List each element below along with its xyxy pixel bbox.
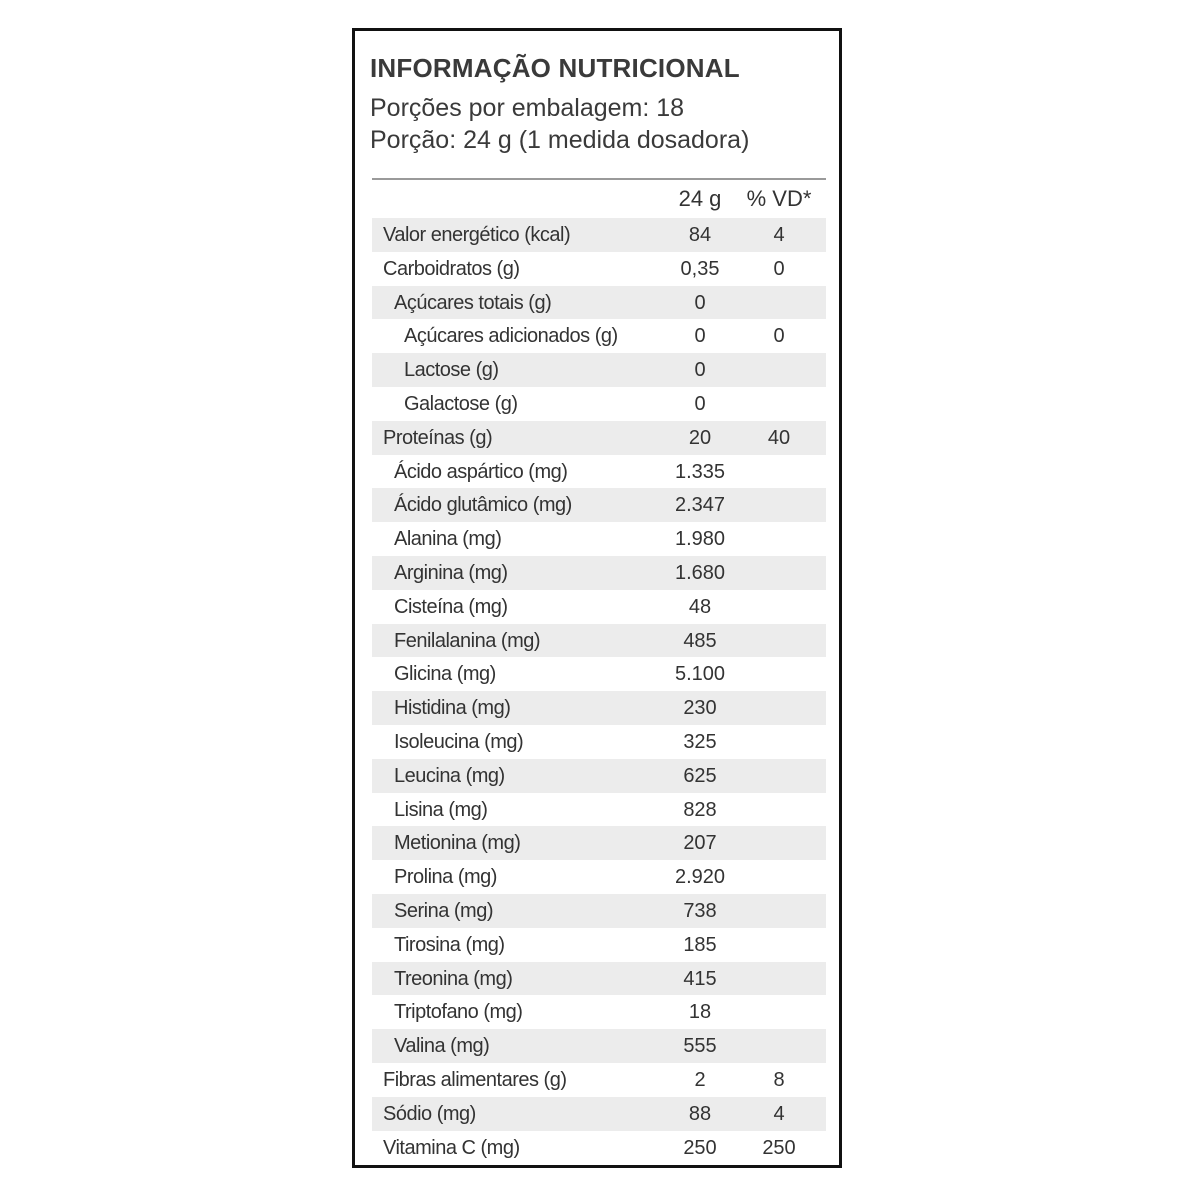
table-row [372, 252, 826, 286]
table-row [372, 353, 826, 387]
table-row [372, 657, 826, 691]
nutrient-amount: 1.680 [674, 561, 726, 584]
table-row [372, 962, 826, 996]
table-row [372, 286, 826, 320]
table-row [372, 860, 826, 894]
column-header-daily-value: % VD* [746, 186, 812, 211]
nutrient-name: Valor energético (kcal) [383, 224, 571, 246]
table-row [372, 995, 826, 1029]
nutrient-name: Cisteína (mg) [394, 595, 508, 618]
nutrient-amount: 250 [683, 1136, 717, 1159]
nutrient-amount: 18 [688, 1001, 712, 1024]
nutrient-name: Galactose (g) [404, 392, 518, 415]
nutrient-amount: 325 [683, 730, 717, 753]
nutrient-amount: 185 [683, 933, 717, 956]
table-row [372, 488, 826, 522]
nutrient-name: Açúcares adicionados (g) [404, 325, 618, 348]
nutrient-amount: 738 [683, 899, 717, 922]
nutrient-amount: 0 [694, 325, 706, 348]
nutrient-name: Açúcares totais (g) [394, 291, 552, 314]
nutrient-amount: 2.347 [674, 494, 726, 517]
table-row [372, 624, 826, 658]
nutrient-name: Leucina (mg) [394, 764, 505, 787]
nutrient-name: Metionina (mg) [394, 832, 521, 855]
nutrient-name: Carboidratos (g) [383, 257, 520, 280]
table-row [372, 1063, 826, 1097]
table-row [372, 455, 826, 489]
table-row [372, 759, 826, 793]
nutrient-amount: 0,35 [680, 257, 720, 280]
table-row [372, 556, 826, 590]
nutrient-amount: 2.920 [674, 866, 726, 889]
nutrient-name: Lisina (mg) [394, 798, 488, 821]
servings-per-package: Porções por embalagem: 18 [370, 94, 685, 122]
table-row [372, 319, 826, 353]
nutrient-amount: 485 [683, 629, 717, 652]
nutrient-amount: 48 [688, 595, 712, 618]
nutrient-table [372, 218, 826, 1164]
nutrient-amount: 0 [694, 392, 706, 415]
nutrient-amount: 828 [683, 798, 717, 821]
nutrient-name: Ácido glutâmico (mg) [394, 494, 572, 517]
nutrient-daily-value: 8 [773, 1068, 785, 1091]
nutrient-name: Arginina (mg) [394, 561, 508, 584]
nutrient-daily-value: 250 [762, 1136, 796, 1159]
nutrient-amount: 207 [683, 832, 717, 855]
nutrient-name: Vitamina C (mg) [383, 1136, 520, 1159]
table-row [372, 522, 826, 556]
header-divider [372, 178, 826, 180]
nutrient-name: Isoleucina (mg) [394, 730, 524, 753]
nutrient-daily-value: 40 [767, 426, 791, 449]
nutrient-name: Triptofano (mg) [394, 1001, 523, 1024]
nutrient-daily-value: 0 [773, 325, 785, 348]
nutrient-amount: 20 [688, 426, 712, 449]
nutrient-amount: 84 [688, 224, 712, 246]
nutrient-amount: 415 [683, 967, 717, 990]
table-row [372, 1097, 826, 1131]
nutrient-name: Sódio (mg) [383, 1102, 476, 1125]
nutrient-daily-value: 0 [773, 257, 785, 280]
table-row [372, 387, 826, 421]
nutrient-amount: 5.100 [674, 663, 726, 686]
nutrient-amount: 88 [688, 1102, 712, 1125]
table-row [372, 218, 826, 252]
nutrient-amount: 555 [683, 1035, 717, 1058]
table-row [372, 894, 826, 928]
nutrient-name: Valina (mg) [394, 1035, 490, 1058]
serving-size: Porção: 24 g (1 medida dosadora) [370, 126, 750, 154]
nutrient-name: Serina (mg) [394, 899, 493, 922]
nutrient-name: Lactose (g) [404, 359, 499, 382]
nutrient-name: Proteínas (g) [383, 426, 493, 449]
table-row [372, 725, 826, 759]
table-row [372, 590, 826, 624]
nutrient-name: Prolina (mg) [394, 866, 497, 889]
table-row [372, 691, 826, 725]
nutrient-name: Alanina (mg) [394, 528, 502, 551]
nutrient-amount: 0 [694, 359, 706, 382]
nutrient-amount: 0 [694, 291, 706, 314]
nutrient-name: Tirosina (mg) [394, 933, 505, 956]
nutrient-name: Fibras alimentares (g) [383, 1068, 567, 1091]
nutrient-name: Fenilalanina (mg) [394, 629, 541, 652]
table-row [372, 1131, 826, 1165]
nutrient-daily-value: 4 [773, 224, 785, 246]
table-row [372, 1029, 826, 1063]
nutrient-name: Glicina (mg) [394, 663, 496, 686]
nutrient-name: Ácido aspártico (mg) [394, 460, 568, 483]
nutrient-amount: 2 [694, 1068, 706, 1091]
label-title: INFORMAÇÃO NUTRICIONAL [370, 53, 740, 83]
nutrient-amount: 625 [683, 764, 717, 787]
nutrient-amount: 230 [683, 697, 717, 720]
nutrient-amount: 1.980 [674, 528, 726, 551]
nutrient-name: Treonina (mg) [394, 967, 513, 990]
column-header-amount: 24 g [678, 186, 722, 211]
nutrient-amount: 1.335 [674, 460, 726, 483]
table-row [372, 793, 826, 827]
table-row [372, 928, 826, 962]
table-row [372, 421, 826, 455]
nutrition-facts-label [352, 28, 842, 1168]
nutrient-name: Histidina (mg) [394, 697, 511, 720]
nutrient-daily-value: 4 [773, 1102, 785, 1125]
table-row [372, 826, 826, 860]
